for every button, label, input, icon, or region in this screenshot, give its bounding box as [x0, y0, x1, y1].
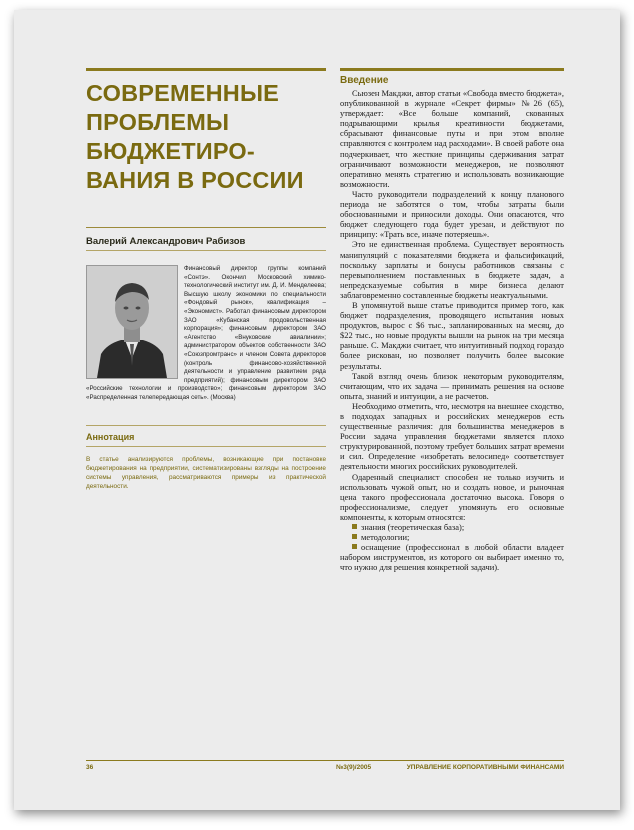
annotation-bottom-rule	[86, 446, 326, 447]
issue-number: №3(9)/2005	[336, 764, 372, 771]
body-paragraph: Такой взгляд очень близок некоторым руководителям, считающим, что их задача — принимать решения на основе опыта, знаний и интуиции, а не расчетов.	[340, 370, 564, 401]
author-bio-block	[86, 265, 326, 403]
magazine-page	[14, 10, 620, 810]
bullet-text: методологии;	[361, 532, 410, 543]
right-column	[340, 68, 564, 573]
page-number: 36	[86, 764, 94, 771]
annotation-heading: Аннотация	[86, 431, 135, 442]
body-paragraph: Необходимо отметить, что, несмотря на внешнее сходство, в подходах западных и российских менеджеров есть существенные различия: для большинства менеджеров в России задача управления бюджетами является плохо структурированной, поэтому требует больших затрат времени и сил. Определение «изобретать велосипед» соответствует деятельности многих российских руководителей.	[340, 400, 564, 472]
author-bottom-rule	[86, 250, 326, 251]
author-top-rule	[86, 227, 326, 228]
bullet-square-icon	[352, 534, 357, 539]
bullet-square-icon	[352, 524, 357, 529]
footer-row	[86, 764, 564, 776]
body-paragraph: В упомянутой выше статье приводится пример того, как бюджет подразделения, проводящего испытания новых продуктов, вырос с $6 тыс., запланированных на месяц, до $22 тыс., но новые продукты вышли на рынок на три месяца раньше. С. Макджи считает, что интуитивный подход гораздо более рискован, но позволяет получить более высокие результаты.	[340, 299, 564, 371]
article-body	[340, 88, 564, 573]
bullet-square-icon	[352, 544, 357, 549]
article-title: СОВРЕМЕННЫЕ ПРОБЛЕМЫ БЮДЖЕТИРО- ВАНИЯ В РОССИИ	[86, 80, 304, 193]
body-paragraph: Это не единственная проблема. Существует вероятность манипуляций с показателями бюджета и фальсификаций, поскольку зарплаты и бонусы работников связаны с перевыполнением поставленных в бюджете задач, а непредсказуемые события в мире бизнеса делают заблаговременно составленные бюджеты неактуальными.	[340, 239, 564, 300]
journal-name: УПРАВЛЕНИЕ КОРПОРАТИВНЫМИ ФИНАНСАМИ	[406, 764, 564, 771]
page-footer	[86, 760, 564, 776]
bullet-text: знания (теоретическая база);	[361, 522, 465, 533]
bullet-text: оснащение (профессионал в любой области владеет набором инструментов, из которого он выбирает именно то, что нужно для решения конкретной задачи).	[340, 542, 564, 573]
body-paragraph: Часто руководители подразделений к концу планового периода не заботятся о том, чтобы затраты были обоснованными и приносили доходы. Они опасаются, что бюджет следующего года будет урезан, и действуют по принципу: «Трать все, иначе потеряешь».	[340, 188, 564, 240]
annotation-text: В статье анализируются проблемы, возникающие при постановке бюджетирования на предприятии, систематизированы взгляды на построение системы управления, рассматриваются примеры из практической деятельности.	[86, 455, 326, 490]
intro-heading: Введение	[340, 75, 389, 86]
body-paragraph: Одаренный специалист способен не только изучить и использовать чужой опыт, но и создать новое, и рыночная цена такого профессионала достаточно высока. Говоря о профессионализме, следует упомянуть его основные компоненты, к которым относятся:	[340, 471, 564, 522]
author-bio: Финансовый директор группы компаний «Сонтэ». Окончил Московский химико-технологический институт им. Д. И. Менделеева; Высшую школу экономики по специальности «Фондовый рынок», квалификация – «Экономист». Работал финансовым директором ЗАО «Кубанская продовольственная корпорация»; финансовым директором ЗАО «Агентство «Внуковские авиалинии»; администратором объектов собственности ЗАО «Союзпромтранс» и членом Совета директоров (контроль финансово-хозяйственной деятельности и управление развитием ряда предприятий); финансовым директором ЗАО «Российские технологии и производство»; финансовым директором ЗАО «Распределенная телепередающая сеть». (Москва)	[86, 265, 326, 401]
title-top-rule	[86, 68, 326, 71]
portrait-image	[87, 266, 177, 378]
annotation-top-rule	[86, 425, 326, 426]
bullet-item	[340, 522, 564, 532]
bullet-item	[340, 542, 564, 572]
author-photo	[86, 265, 178, 379]
body-paragraph: Сьюзен Макджи, автор статьи «Свобода вместо бюджета», опубликованной в журнале «Секрет фирмы» №26 (65), утверждает: «Все больше компаний, скованных подрывающими крылья креативности бюджетами, сбрасывают финансовые путы и при этом вполне справляются с контролем над расходами». В своей работе она подчеркивает, что жесткие принципы сдерживания затрат ограничивают возможности менеджеров, не позволяют оперативно менять стратегию и использовать возникающие возможности.	[340, 88, 564, 189]
left-column	[86, 68, 326, 491]
footer-rule	[86, 760, 564, 761]
bullet-item	[340, 532, 564, 542]
intro-top-rule	[340, 68, 564, 71]
author-name: Валерий Александрович Рабизов	[86, 236, 246, 247]
